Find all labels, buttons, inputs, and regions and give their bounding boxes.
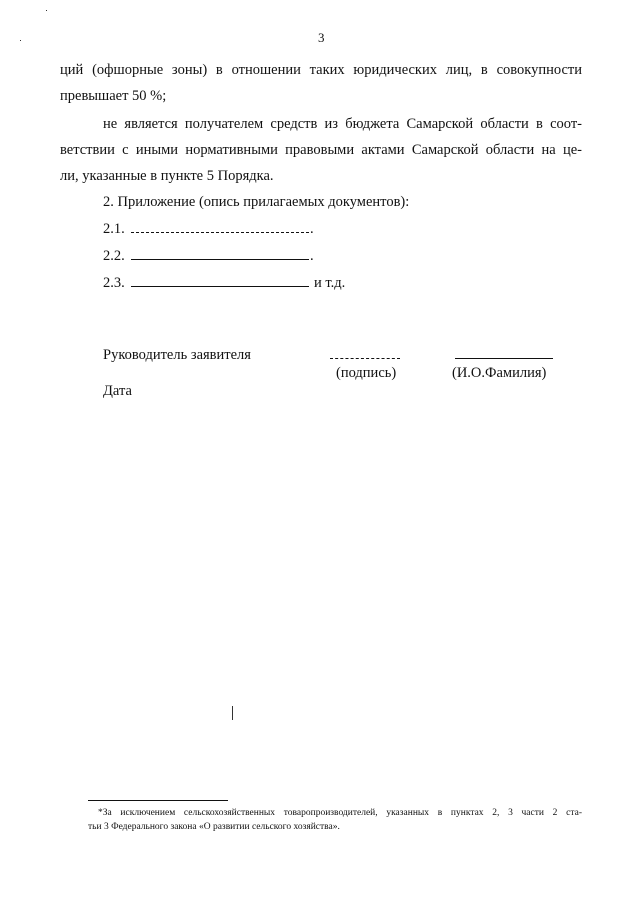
attachment-item-blank (131, 259, 309, 260)
attachment-item-suffix: . (310, 221, 314, 237)
paragraph-line: ций (офшорные зоны) в отношении таких юридических лиц, в совокупности (60, 62, 582, 78)
footnote-line: *За исключением сельскохозяйственных товаропроизводителей, указанных в пунктах 2, 3 части 2 ста- (98, 808, 582, 818)
paragraph-line: превышает 50 %; (60, 88, 167, 104)
paragraph-line: ли, указанные в пункте 5 Порядка. (60, 168, 274, 184)
scan-mark (232, 706, 233, 720)
attachment-item-blank (131, 286, 309, 287)
name-caption: (И.О.Фамилия) (452, 365, 547, 381)
signature-caption: (подпись) (336, 365, 397, 381)
page-number: 3 (318, 30, 325, 45)
footnote-line: тьи 3 Федерального закона «О развитии сельского хозяйства». (88, 822, 340, 832)
footnote-rule (88, 800, 228, 801)
role-label: Руководитель заявителя (103, 347, 251, 363)
date-label: Дата (103, 383, 132, 399)
attachment-item-number: 2.2. (103, 248, 125, 264)
attachment-item-blank (131, 232, 309, 233)
attachment-item-suffix: . (310, 248, 314, 264)
attachment-item-number: 2.3. (103, 275, 125, 291)
attachment-item-number: 2.1. (103, 221, 125, 237)
paragraph-line: не является получателем средств из бюджета Самарской области в соот- (103, 116, 582, 132)
signature-line (330, 358, 400, 359)
attachment-heading: 2. Приложение (опись прилагаемых документов): (103, 194, 410, 210)
name-line (455, 358, 553, 359)
scan-speck (46, 10, 47, 11)
paragraph-line: ветствии с иными нормативными правовыми актами Самарской области на це- (60, 142, 582, 158)
scan-speck (20, 40, 21, 41)
attachment-item-suffix: и т.д. (314, 275, 346, 291)
